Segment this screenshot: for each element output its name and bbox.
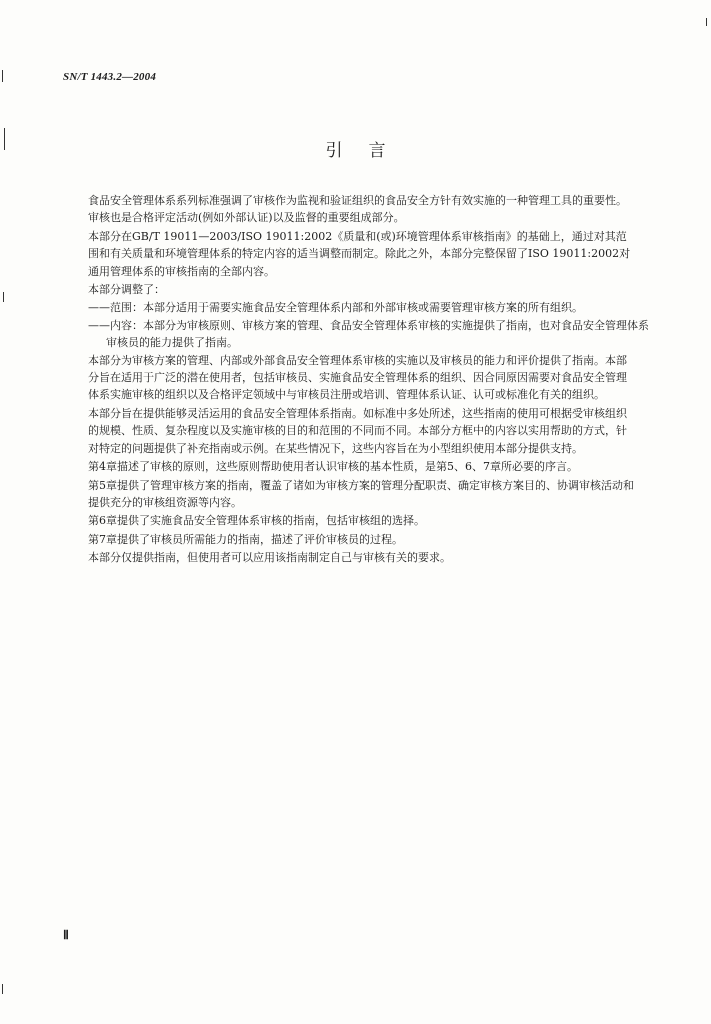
document-body: [88, 192, 649, 568]
adjustment-item-content: ——内容：本部分为审核原则、审核方案的管理、食品安全管理体系审核的实施提供了指南，也对食品安全管理体系审核员的能力提供了指南。: [88, 318, 649, 350]
margin-mark-top: [2, 70, 3, 82]
paragraph: 第6章提供了实施食品安全管理体系审核的指南，包括审核组的选择。: [88, 514, 425, 528]
margin-mark-right: [706, 18, 707, 26]
page-number: Ⅱ: [63, 928, 69, 942]
document-code: SN/T 1443.2—2004: [63, 71, 157, 83]
adjustment-item-scope: ——范围：本部分适用于需要实施食品安全管理体系内部和外部审核或需要管理审核方案的所有组织。: [88, 301, 583, 315]
paragraph: 本部分调整了：: [88, 283, 165, 297]
paragraph: 第4章描述了审核的原则，这些原则帮助使用者认识审核的基本性质，是第5、6、7章所必要的序言。: [88, 460, 578, 474]
paragraph: 食品安全管理体系系列标准强调了审核作为监视和验证组织的食品安全方针有效实施的一种管理工具的重要性。审核也是合格评定活动(例如外部认证)以及监督的重要组成部分。: [88, 194, 627, 225]
paragraph: 第7章提供了审核员所需能力的指南，描述了评价审核员的过程。: [88, 532, 403, 546]
margin-mark-middle: [3, 292, 4, 302]
margin-mark-bottom: [2, 984, 3, 994]
paragraph: 本部分为审核方案的管理、内部或外部食品安全管理体系审核的实施以及审核员的能力和评价提供了指南。本部分旨在适用于广泛的潜在使用者，包括审核员、实施食品安全管理体系的组织、因合同原因需要对食品安全管理体系实施审核的组织以及合格评定领域中与审核员注册或培训、管理体系认证、认可或标准化有关的组织。: [88, 353, 627, 402]
page-title: 引言: [325, 141, 412, 161]
paragraph: 本部分仅提供指南，但使用者可以应用该指南制定自己与审核有关的要求。: [88, 551, 451, 565]
paragraph: 第5章提供了管理审核方案的指南，覆盖了诸如为审核方案的管理分配职责、确定审核方案目的、协调审核活动和提供充分的审核组资源等内容。: [88, 478, 634, 509]
paragraph: 本部分在GB/T 19011—2003/ISO 19011:2002《质量和(或)环境管理体系审核指南》的基础上，通过对其范围和有关质量和环境管理体系的特定内容的适当调整而制定。除此之外，本部分完整保留了ISO 19011:2002对通用管理体系的审核指南的全部内容。: [88, 229, 631, 278]
paragraph: 本部分旨在提供能够灵活运用的食品安全管理体系指南。如标准中多处所述，这些指南的使用可根据受审核组织的规模、性质、复杂程度以及实施审核的目的和范围的不同而不同。本部分方框中的内容以实用帮助的方式，针对特定的问题提供了补充指南或示例。在某些情况下，这些内容旨在为小型组织使用本部分提供支持。: [88, 406, 627, 455]
